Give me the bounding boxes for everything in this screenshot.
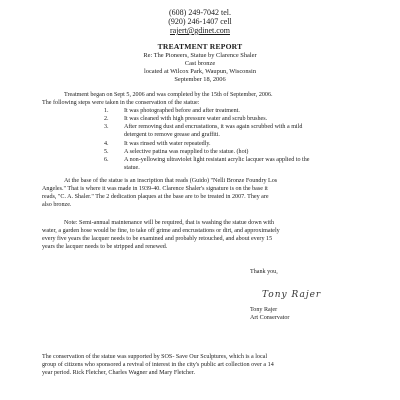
inscription-line-3: reads, "C. A. Shaler." The 2 dedication plaques at the base are to be treated in 2007. They are (42, 194, 269, 200)
report-title: TREATMENT REPORT (157, 42, 243, 51)
step-number: 1. (104, 108, 109, 114)
footer-line-2: group of citizens who sponsored a revival of interest in the city's public art collection over a 14 (42, 362, 274, 368)
step-text: It was rinsed with water repeatedly. (124, 141, 211, 147)
handwritten-signature: Tony Rajer (262, 290, 322, 300)
step-number: 2. (104, 116, 109, 122)
step-4 (104, 141, 211, 149)
inscription-line-2: Angeles." That is where it was made in 1939-40. Clarence Shaler's signature is on the base it (42, 186, 268, 192)
step-text: A non-yellowing ultraviolet light resistant acrylic lacquer was applied to the (124, 157, 310, 163)
email-line: rajert@gdinet.com (169, 26, 230, 35)
note-line-3: every five years the lacquer needs to be examined and probably retouched, and about every 15 (42, 236, 273, 242)
footer-line-1: The conservation of the statue was supported by SOS- Save Our Sculptures, which is a local (42, 354, 268, 360)
report-location: located at Wilcox Park, Waupun, Wisconsin (143, 68, 257, 75)
intro-line-2: The following steps were taken in the conservation of the statue: (42, 100, 200, 106)
step-6 (104, 157, 309, 165)
step-number: 5. (104, 149, 109, 155)
report-material: Cast bronze (184, 60, 216, 67)
intro-line-1: Treatment began on Sept 5, 2006 and was completed by the 15th of September, 2006. (64, 92, 273, 98)
inscription-line-4: also bronze. (42, 202, 72, 208)
step-3-continued: detergent to remove grease and graffiti. (124, 132, 220, 138)
signer-name: Tony Rajer (250, 307, 278, 313)
signer-role: Art Conservator (250, 315, 290, 321)
step-text: A selective patina was reapplied to the statue. (hot) (124, 149, 249, 155)
step-text: It was photographed before and after treatment. (124, 108, 240, 114)
report-subject (0, 52, 400, 60)
note-line-4: years the lacquer needs to be stripped and renewed. (42, 244, 168, 250)
step-3 (104, 124, 302, 132)
step-2 (104, 116, 267, 124)
step-text: It was cleaned with high pressure water and scrub brushes. (124, 116, 268, 122)
step-5 (104, 149, 248, 157)
step-number: 4. (104, 141, 109, 147)
step-text: After removing dust and encrustations, it was again scrubbed with a mild (124, 124, 303, 130)
note-line-1: Note: Semi-annual maintenance will be required, that is washing the statue down with (64, 220, 275, 226)
footer-line-3: year period. Rick Fletcher, Charles Wagner and Mary Fletcher. (42, 370, 195, 376)
step-number: 6. (104, 157, 109, 163)
step-6-continued: statue. (124, 165, 140, 171)
step-number: 3. (104, 124, 109, 130)
inscription-line-1: At the base of the statue is an inscription that reads (Guido) "Nelli Bronze Foundry Los (64, 178, 278, 184)
subject-text: Re: The Pioneers, Statue by Clarence Shaler (143, 52, 257, 59)
closing-thanks: Thank you, (250, 269, 278, 275)
phone-line: (608) 249-7042 tel. (169, 8, 231, 17)
cell-line: (920) 246-1407 cell (168, 17, 232, 26)
step-1 (104, 108, 240, 116)
note-line-2: water, a garden hose would be fine, to take off grime and encrustations or dirt, and approximately (42, 228, 280, 234)
report-date: September 18, 2006 (174, 76, 226, 83)
